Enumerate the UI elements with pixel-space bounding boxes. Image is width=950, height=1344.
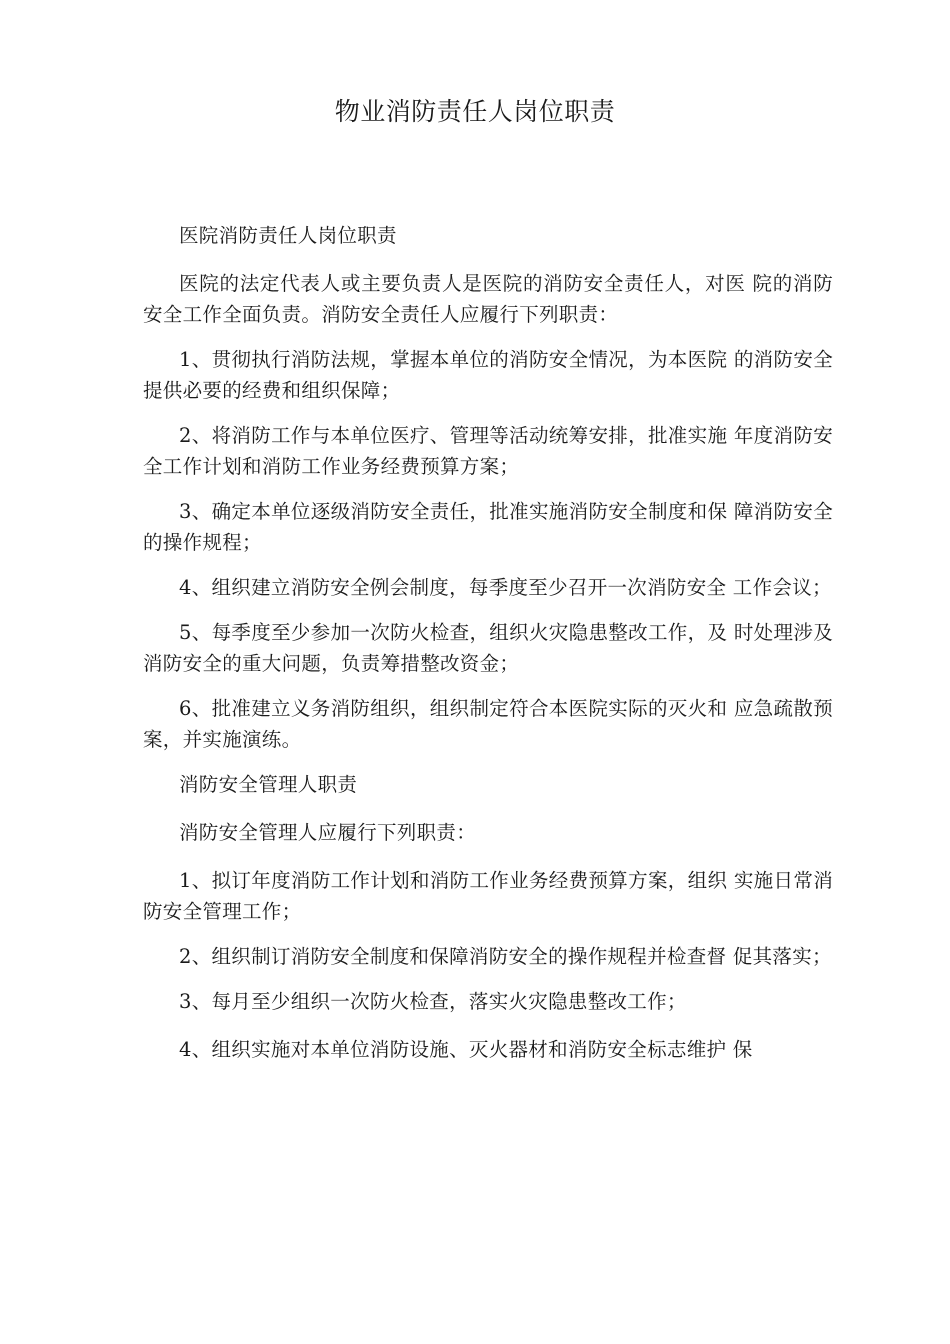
list-item: 2、将消防工作与本单位医疗、管理等活动统筹安排，批准实施 年度消防安全工作计划和消防工作业务经费预算方案； bbox=[143, 424, 833, 478]
list-item: 4、组织实施对本单位消防设施、灭火器材和消防安全标志维护 保 bbox=[179, 1038, 753, 1061]
list-item: 5、每季度至少参加一次防火检查，组织火灾隐患整改工作，及 时处理涉及消防安全的重大问题，负责筹措整改资金； bbox=[143, 621, 833, 675]
list-item: 6、批准建立义务消防组织，组织制定符合本医院实际的灭火和 应急疏散预案，并实施演练。 bbox=[143, 697, 833, 751]
list-item: 2、组织制订消防安全制度和保障消防安全的操作规程并检查督 促其落实； bbox=[179, 945, 832, 968]
page-title: 物业消防责任人岗位职责 bbox=[334, 97, 616, 126]
paragraph-intro: 医院的法定代表人或主要负责人是医院的消防安全责任人，对医 院的消防安全工作全面负责。消防安全责任人应履行下列职责： bbox=[143, 272, 833, 326]
paragraph-manager-intro: 消防安全管理人应履行下列职责： bbox=[179, 821, 477, 844]
section-heading-manager: 消防安全管理人职责 bbox=[179, 773, 358, 796]
list-item: 3、每月至少组织一次防火检查，落实火灾隐患整改工作； bbox=[179, 990, 687, 1013]
list-item: 4、组织建立消防安全例会制度，每季度至少召开一次消防安全 工作会议； bbox=[179, 576, 832, 599]
list-item: 3、确定本单位逐级消防安全责任，批准实施消防安全制度和保 障消防安全的操作规程； bbox=[143, 500, 833, 554]
document-body bbox=[143, 220, 833, 1079]
list-item: 1、贯彻执行消防法规，掌握本单位的消防安全情况，为本医院 的消防安全提供必要的经费和组织保障； bbox=[143, 348, 833, 402]
section-heading-hospital: 医院消防责任人岗位职责 bbox=[179, 224, 397, 247]
list-item: 1、拟订年度消防工作计划和消防工作业务经费预算方案，组织 实施日常消防安全管理工作； bbox=[143, 869, 833, 923]
